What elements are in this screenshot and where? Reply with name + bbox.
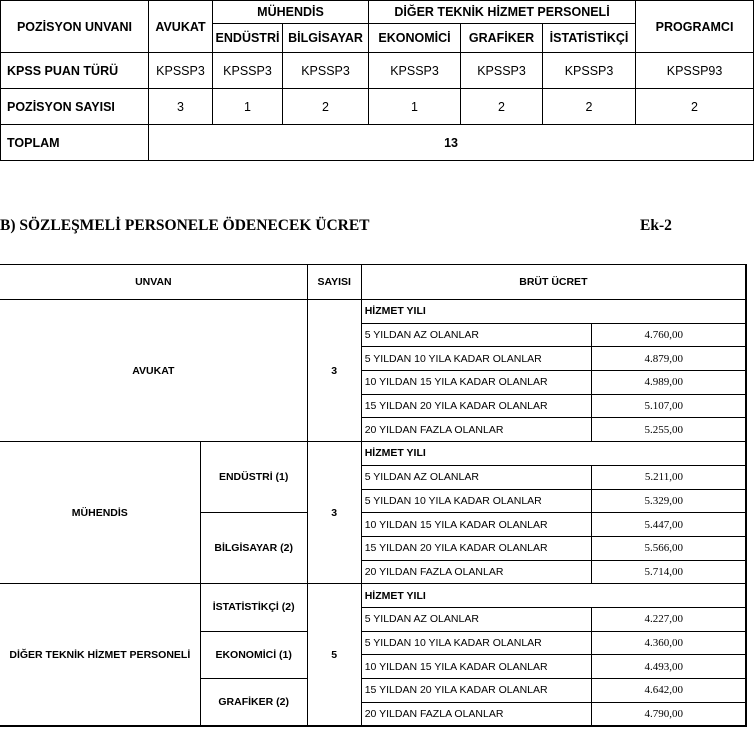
item-value: 5.211,00: [591, 465, 745, 489]
section-heading: B) SÖZLEŞMELİ PERSONELE ÖDENECEK ÜCRET: [0, 217, 370, 234]
item-value: 4.227,00: [591, 607, 745, 631]
hizmet-yili-label: HİZMET YILI: [361, 584, 745, 608]
item-value: 4.760,00: [591, 323, 745, 347]
item-label: 5 YILDAN AZ OLANLAR: [361, 323, 591, 347]
header-bilgisayar: BİLGİSAYAR: [283, 24, 369, 53]
row-label: KPSS PUAN TÜRÜ: [1, 53, 149, 89]
annex-label: Ek-2: [640, 217, 672, 234]
item-label: 15 YILDAN 20 YILA KADAR OLANLAR: [361, 679, 591, 703]
header-avukat: AVUKAT: [149, 1, 213, 53]
table-cell: 2: [636, 89, 754, 125]
item-value: 5.447,00: [591, 513, 745, 537]
header-pozisyon-unvani: POZİSYON UNVANI: [1, 1, 149, 53]
header-ekonomici: EKONOMİCİ: [369, 24, 461, 53]
item-label: 5 YILDAN AZ OLANLAR: [361, 607, 591, 631]
subgroup-label: GRAFİKER (2): [200, 679, 307, 726]
item-label: 10 YILDAN 15 YILA KADAR OLANLAR: [361, 655, 591, 679]
item-label: 5 YILDAN AZ OLANLAR: [361, 465, 591, 489]
item-label: 15 YILDAN 20 YILA KADAR OLANLAR: [361, 536, 591, 560]
header-sayisi: SAYISI: [307, 265, 361, 300]
item-value: 5.714,00: [591, 560, 745, 584]
group-title: DİĞER TEKNİK HİZMET PERSONELİ: [0, 584, 200, 726]
table-cell: 1: [213, 89, 283, 125]
item-value: 4.493,00: [591, 655, 745, 679]
hizmet-yili-label: HİZMET YILI: [361, 300, 745, 324]
item-value: 5.255,00: [591, 418, 745, 442]
group-count: 5: [307, 584, 361, 726]
subgroup-label: BİLGİSAYAR (2): [200, 513, 307, 584]
table-cell: KPSSP3: [369, 53, 461, 89]
group-count: 3: [307, 300, 361, 442]
item-value: 5.566,00: [591, 536, 745, 560]
item-label: 20 YILDAN FAZLA OLANLAR: [361, 702, 591, 726]
table-cell: KPSSP3: [543, 53, 636, 89]
item-label: 20 YILDAN FAZLA OLANLAR: [361, 560, 591, 584]
table-row: [1, 53, 754, 89]
toplam-label: TOPLAM: [1, 125, 149, 161]
item-label: 5 YILDAN 10 YILA KADAR OLANLAR: [361, 631, 591, 655]
table-row-total: [1, 125, 754, 161]
header-istatistikci: İSTATİSTİKÇİ: [543, 24, 636, 53]
table-cell: KPSSP3: [149, 53, 213, 89]
table-cell: 1: [369, 89, 461, 125]
subgroup-label: EKONOMİCİ (1): [200, 631, 307, 678]
item-label: 15 YILDAN 20 YILA KADAR OLANLAR: [361, 394, 591, 418]
item-label: 10 YILDAN 15 YILA KADAR OLANLAR: [361, 371, 591, 395]
header-brut-ucret: BRÜT ÜCRET: [361, 265, 745, 300]
item-value: 4.642,00: [591, 679, 745, 703]
table-row: [1, 89, 754, 125]
item-label: 10 YILDAN 15 YILA KADAR OLANLAR: [361, 513, 591, 537]
table-cell: 2: [543, 89, 636, 125]
toplam-value: 13: [149, 125, 754, 161]
group-count: 3: [307, 442, 361, 584]
subgroup-label: İSTATİSTİKÇİ (2): [200, 584, 307, 631]
header-endustri: ENDÜSTRİ: [213, 24, 283, 53]
salary-table: [0, 265, 746, 726]
item-value: 4.790,00: [591, 702, 745, 726]
item-value: 5.107,00: [591, 394, 745, 418]
item-label: 5 YILDAN 10 YILA KADAR OLANLAR: [361, 347, 591, 371]
positions-table: [0, 0, 754, 161]
table-cell: KPSSP3: [461, 53, 543, 89]
group-title: AVUKAT: [0, 300, 307, 442]
table-cell: KPSSP3: [283, 53, 369, 89]
row-label: POZİSYON SAYISI: [1, 89, 149, 125]
table-cell: 2: [461, 89, 543, 125]
salary-table-frame: [0, 264, 747, 727]
item-label: 20 YILDAN FAZLA OLANLAR: [361, 418, 591, 442]
table-cell: KPSSP93: [636, 53, 754, 89]
table-cell: 3: [149, 89, 213, 125]
subgroup-label: ENDÜSTRİ (1): [200, 442, 307, 513]
header-grafiker: GRAFİKER: [461, 24, 543, 53]
item-value: 4.879,00: [591, 347, 745, 371]
hizmet-yili-label: HİZMET YILI: [361, 442, 745, 466]
header-programci: PROGRAMCI: [636, 1, 754, 53]
header-muhendis: MÜHENDİS: [213, 1, 369, 24]
group-title: MÜHENDİS: [0, 442, 200, 584]
item-label: 5 YILDAN 10 YILA KADAR OLANLAR: [361, 489, 591, 513]
header-unvan: UNVAN: [0, 265, 307, 300]
header-diger-teknik: DİĞER TEKNİK HİZMET PERSONELİ: [369, 1, 636, 24]
table-cell: KPSSP3: [213, 53, 283, 89]
table-cell: 2: [283, 89, 369, 125]
item-value: 4.360,00: [591, 631, 745, 655]
item-value: 5.329,00: [591, 489, 745, 513]
item-value: 4.989,00: [591, 371, 745, 395]
